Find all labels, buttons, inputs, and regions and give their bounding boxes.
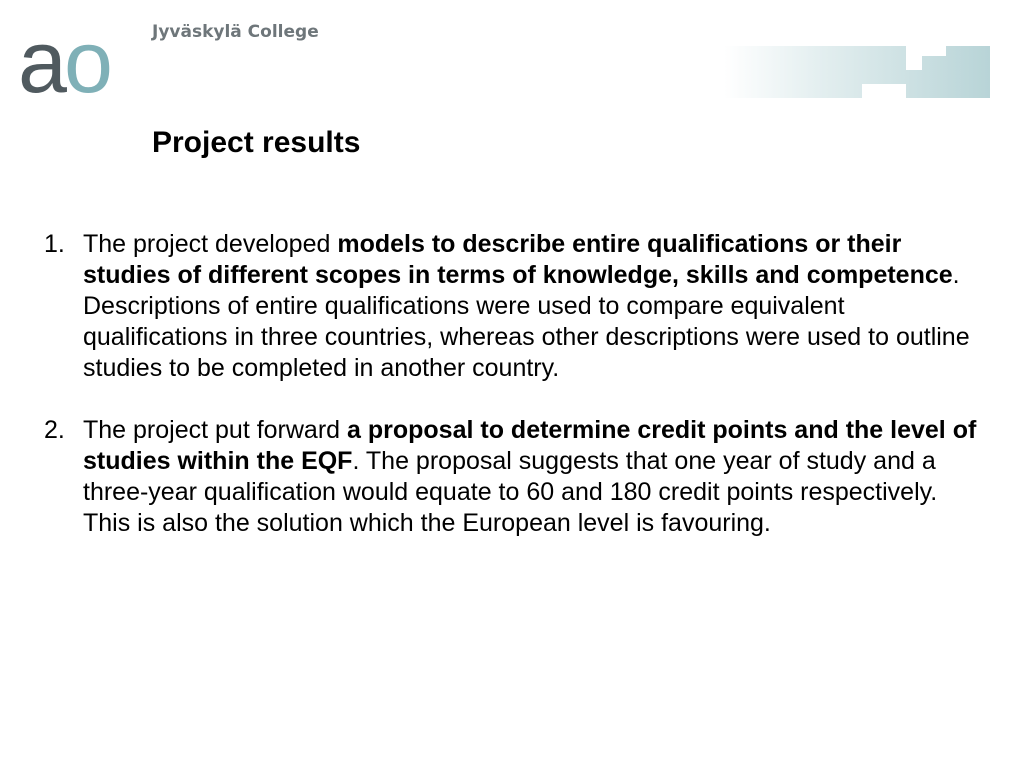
item-number: 2. <box>44 416 65 444</box>
list-item <box>44 229 984 384</box>
item-text-bold: models to describe entire qualifications or their studies of different scopes in terms of knowledge, skills and competence <box>83 230 953 289</box>
logo-letter-a: a <box>18 12 64 111</box>
item-number: 1. <box>44 230 65 258</box>
college-name: Jyväskylä College <box>152 22 319 42</box>
item-text-intro: The project put forward <box>83 416 348 444</box>
item-text-intro: The project developed <box>83 230 338 258</box>
list-item <box>44 415 984 539</box>
item-text-rest: . Descriptions of entire qualifications were used to compare equivalent qualifications in three countries, whereas other descriptions were used to outline studies to be completed in another country. <box>83 261 970 382</box>
college-logo <box>18 12 319 111</box>
item-text-rest: . The proposal suggests that one year of study and a three-year qualification would equate to 60 and 180 credit points respectively. This is also the solution which the European level is favouring. <box>83 447 938 537</box>
item-text <box>83 229 984 384</box>
logo-mark <box>18 12 110 111</box>
decorative-steps-graphic <box>724 42 990 100</box>
item-text-bold: a proposal to determine credit points and the level of studies within the EQF <box>83 416 977 475</box>
item-text <box>83 415 984 539</box>
results-list <box>44 229 984 539</box>
slide-title: Project results <box>152 126 361 159</box>
logo-letter-o: o <box>63 12 110 111</box>
